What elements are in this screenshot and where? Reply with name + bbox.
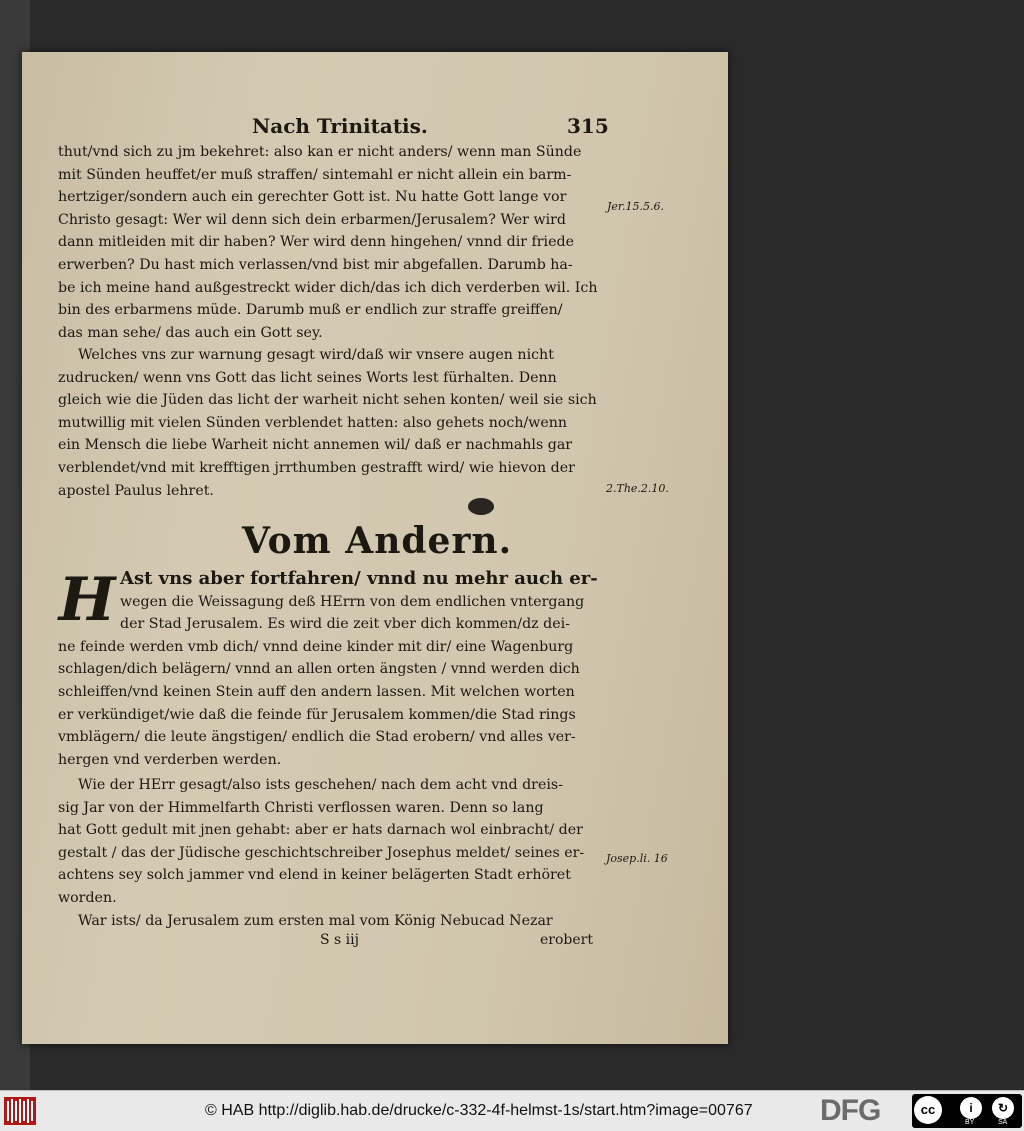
text-line: War ists/ da Jerusalem zum ersten mal vom König Nebucad Nezar <box>78 912 553 929</box>
text-line: mit Sünden heuffet/er muß straffen/ sintemahl er nicht allein ein barm- <box>58 166 572 183</box>
cc-icon: cc <box>914 1096 942 1124</box>
by-person-icon: i <box>960 1097 982 1119</box>
text-line: Welches vns zur warnung gesagt wird/daß wir vnsere augen nicht <box>78 347 554 363</box>
paragraph-3 <box>58 565 610 771</box>
dfg-logo[interactable]: DFG <box>820 1094 881 1127</box>
paragraph-2 <box>58 344 610 502</box>
sa-label: SA <box>998 1119 1008 1126</box>
copyright-link[interactable]: © HAB http://diglib.hab.de/drucke/c-332-4f-helmst-1s/start.htm?image=00767 <box>205 1102 753 1119</box>
text-line: schlagen/dich belägern/ vnnd an allen orten ängsten / vnnd werden dich <box>58 661 580 678</box>
text-line: schleiffen/vnd keinen Stein auff den andern lassen. Mit welchen worten <box>58 683 575 700</box>
text-line: mutwillig mit vielen Sünden verblendet hatten: also gehets noch/wenn <box>58 414 568 431</box>
footer-bar <box>0 1090 1024 1131</box>
margin-note: Jer.15.5.6. <box>607 200 664 213</box>
text-line: er verkündiget/wie daß die feinde für Jerusalem kommen/die Stad rings <box>58 706 576 723</box>
text-line: gleich wie die Jüden das licht der warheit nicht sehen konten/ weil sie sich <box>58 392 597 409</box>
text-line: das man sehe/ das auch ein Gott sey. <box>58 324 323 341</box>
cc-license-badge[interactable] <box>912 1094 1022 1128</box>
text-line: hergen vnd verderben werden. <box>58 751 282 768</box>
text-line: sig Jar von der Himmelfarth Christi verflossen waren. Denn so lang <box>58 799 544 816</box>
text-line: bin des erbarmens müde. Darumb muß er endlich zur straffe greiffen/ <box>58 302 563 319</box>
text-line: der Stad Jerusalem. Es wird die zeit vber dich kommen/dz dei- <box>120 616 570 633</box>
text-line: be ich meine hand außgestreckt wider dich/das ich dich verderben wil. Ich <box>58 279 598 296</box>
share-alike-icon: ↻ <box>992 1097 1014 1119</box>
text-line: vmblägern/ die leute ängstigen/ endlich die Stad erobern/ vnd alles ver- <box>58 729 576 746</box>
text-line: verblendet/vnd mit krefftigen jrrthumben gestrafft wird/ wie hievon der <box>58 459 575 476</box>
text-line: wegen die Weissagung deß HErrn von dem endlichen vntergang <box>120 593 585 610</box>
text-line: ne feinde werden vmb dich/ vnnd deine kinder mit dir/ eine Wagenburg <box>58 638 574 655</box>
text-line: hertziger/sondern auch ein gerechter Gott ist. Nu hatte Gott lange vor <box>58 189 567 206</box>
by-label: BY <box>965 1119 975 1126</box>
text-line: worden. <box>58 889 117 906</box>
text-line: achtens sey solch jammer vnd elend in keiner belägerten Stadt erhöret <box>58 867 571 884</box>
text-line: erwerben? Du hast mich verlassen/vnd bist mir abgefallen. Darumb ha- <box>58 256 573 273</box>
margin-note: Josep.li. 16 <box>606 852 668 865</box>
paragraph-1 <box>58 141 610 344</box>
ink-blot <box>468 498 494 515</box>
text-line: Christo gesagt: Wer wil denn sich dein erbarmen/Jerusalem? Wer wird <box>58 211 566 228</box>
text-line: dann mitleiden mit dir haben? Wer wird denn hingehen/ vnnd dir friede <box>58 234 574 251</box>
section-heading: Vom Andern. <box>242 520 513 562</box>
hab-logo-icon <box>4 1097 36 1125</box>
text-line: gestalt / das der Jüdische geschichtschreiber Josephus meldet/ seines er- <box>58 844 585 861</box>
catchword: erobert <box>540 932 593 948</box>
margin-note: 2.The.2.10. <box>606 482 669 495</box>
running-head: Nach Trinitatis. <box>252 114 428 138</box>
paragraph-4 <box>58 774 610 932</box>
signature-mark: S s iij <box>320 932 359 948</box>
page-header <box>22 114 728 144</box>
text-line: apostel Paulus lehret. <box>58 482 214 499</box>
text-line: Wie der HErr gesagt/also ists geschehen/ nach dem acht vnd dreis- <box>78 777 563 793</box>
text-line: thut/vnd sich zu jm bekehret: also kan er nicht anders/ wenn man Sünde <box>58 144 582 160</box>
text-line: Ast vns aber fortfahren/ vnnd nu mehr auch er- <box>120 568 598 589</box>
page-number: 315 <box>567 114 609 138</box>
drop-cap: H <box>58 565 116 635</box>
text-line: zudrucken/ wenn vns Gott das licht seines Worts lest fürhalten. Denn <box>58 369 557 386</box>
text-line: ein Mensch die liebe Warheit nicht annemen wil/ daß er nachmahls gar <box>58 437 573 454</box>
text-line: hat Gott gedult mit jnen gehabt: aber er hats darnach wol einbracht/ der <box>58 822 583 839</box>
book-page <box>22 52 728 1044</box>
